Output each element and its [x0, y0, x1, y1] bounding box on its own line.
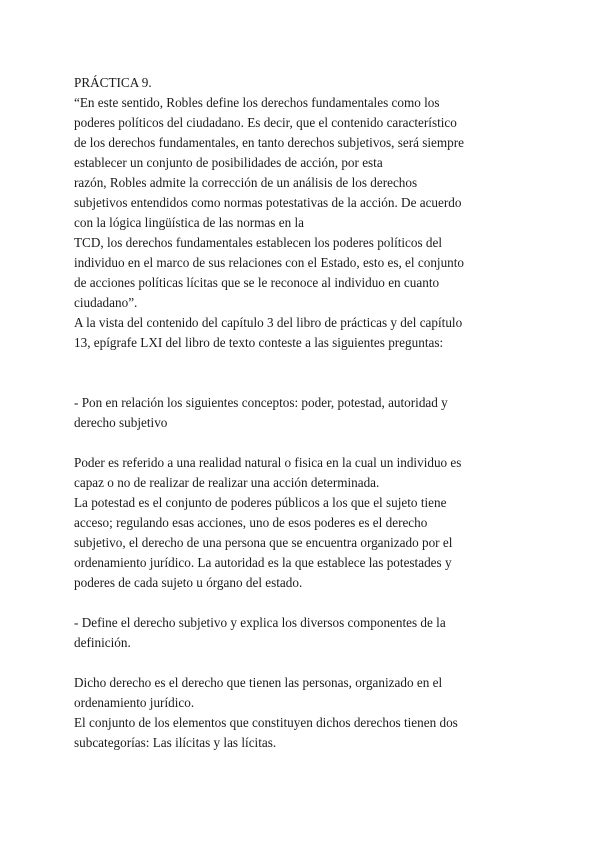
answer-line: Dicho derecho es el derecho que tienen las personas, organizado en el	[74, 675, 443, 690]
answer-line: ordenamiento jurídico.	[74, 695, 195, 710]
answer-1	[74, 453, 534, 593]
spacer	[74, 433, 534, 453]
answer-line: La potestad es el conjunto de poderes públicos a los que el sujeto tiene	[74, 495, 447, 510]
question-line: - Define el derecho subjetivo y explica los diversos componentes de la	[74, 615, 446, 630]
answer-2	[74, 673, 534, 753]
spacer	[74, 353, 534, 393]
quote-line: subjetivos entendidos como normas potestativas de la acción. De acuerdo	[74, 195, 462, 210]
question-2	[74, 613, 534, 653]
question-1	[74, 393, 534, 433]
answer-line: capaz o no de realizar de realizar una acción determinada.	[74, 475, 380, 490]
quote-line: establecer un conjunto de posibilidades de acción, por esta	[74, 155, 383, 170]
quote-line: de acciones políticas lícitas que se le reconoce al individuo en cuanto	[74, 275, 440, 290]
document-page	[74, 73, 534, 753]
question-line: derecho subjetivo	[74, 415, 168, 430]
quote-line: individuo en el marco de sus relaciones con el Estado, esto es, el conjunto	[74, 255, 465, 270]
answer-line: Poder es referido a una realidad natural o fisica en la cual un individuo es	[74, 455, 462, 470]
question-line: definición.	[74, 635, 131, 650]
quote-line: razón, Robles admite la corrección de un análisis de los derechos	[74, 175, 418, 190]
spacer	[74, 653, 534, 673]
quote-paragraph	[74, 93, 534, 313]
quote-line: ciudadano”.	[74, 295, 138, 310]
document-title: PRÁCTICA 9.	[74, 75, 152, 90]
answer-line: acceso; regulando esas acciones, uno de esos poderes es el derecho	[74, 515, 428, 530]
instruction-line: A la vista del contenido del capítulo 3 del libro de prácticas y del capítulo	[74, 315, 463, 330]
instruction-paragraph	[74, 313, 534, 353]
answer-line: ordenamiento jurídico. La autoridad es la que establece las potestades y	[74, 555, 452, 570]
quote-line: con la lógica lingüística de las normas en la	[74, 215, 304, 230]
answer-line: subcategorías: Las ilícitas y las lícitas.	[74, 735, 277, 750]
instruction-line: 13, epígrafe LXI del libro de texto conteste a las siguientes preguntas:	[74, 335, 444, 350]
quote-line: TCD, los derechos fundamentales establecen los poderes políticos del	[74, 235, 443, 250]
answer-line: El conjunto de los elementos que constituyen dichos derechos tienen dos	[74, 715, 458, 730]
quote-line: de los derechos fundamentales, en tanto derechos subjetivos, será siempre	[74, 135, 465, 150]
spacer	[74, 593, 534, 613]
quote-line: “En este sentido, Robles define los derechos fundamentales como los	[74, 95, 440, 110]
answer-line: poderes de cada sujeto u órgano del estado.	[74, 575, 303, 590]
quote-line: poderes políticos del ciudadano. Es decir, que el contenido característico	[74, 115, 457, 130]
answer-line: subjetivo, el derecho de una persona que se encuentra organizado por el	[74, 535, 453, 550]
question-line: - Pon en relación los siguientes conceptos: poder, potestad, autoridad y	[74, 395, 448, 410]
